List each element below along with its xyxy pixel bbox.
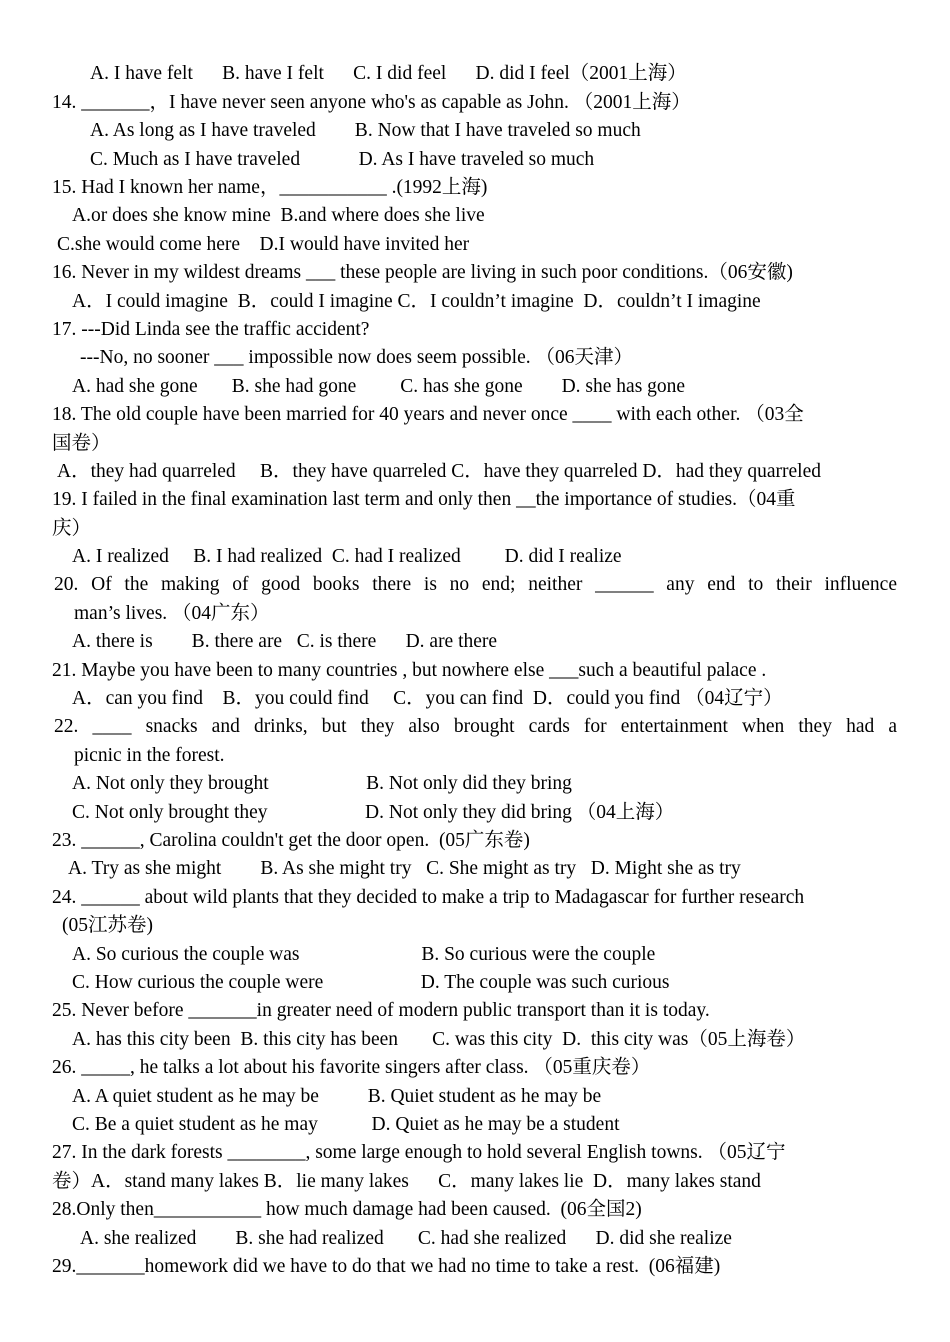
q18-stem: 18. The old couple have been married for 40 years and never once ____ with each other. （03全 xyxy=(52,404,804,425)
q20-stem: 20. Of the making of good books there is no end; neither ______ any end to their influence xyxy=(54,574,897,595)
q24-stem: 24. ______ about wild plants that they decided to make a trip to Madagascar for further research xyxy=(52,887,805,908)
q27-options: 卷）A．stand many lakes B．lie many lakes C．many lakes lie D．many lakes stand xyxy=(52,1171,761,1192)
q16-options: A．I could imagine B．could I imagine C．I couldn’t imagine D．couldn’t I imagine xyxy=(72,291,761,312)
q24-options-cd: C. How curious the couple were D. The couple was such curious xyxy=(72,972,670,993)
q20-stem-cont: man’s lives. （04广东） xyxy=(74,603,270,624)
q15-options-ab: A.or does she know mine B.and where does she live xyxy=(72,205,485,226)
q19-stem-cont: 庆） xyxy=(52,518,92,539)
q26-options-cd: C. Be a quiet student as he may D. Quiet as he may be a student xyxy=(72,1114,620,1135)
q19-stem: 19. I failed in the final examination last term and only then __the importance of studies.（04重 xyxy=(52,489,796,510)
q28-options: A. she realized B. she had realized C. had she realized D. did she realize xyxy=(80,1228,732,1249)
q25-stem: 25. Never before _______in greater need of modern public transport than it is today. xyxy=(52,1000,710,1021)
q26-options-ab: A. A quiet student as he may be B. Quiet student as he may be xyxy=(72,1086,602,1107)
q18-options: A．they had quarreled B．they have quarreled C．have they quarreled D．had they quarreled xyxy=(57,461,822,482)
q22-stem-cont: picnic in the forest. xyxy=(74,745,225,766)
q27-stem: 27. In the dark forests ________, some large enough to hold several English towns. （05辽宁 xyxy=(52,1142,786,1163)
q15-stem: 15. Had I known her name，___________ .(1992上海) xyxy=(52,177,488,198)
q13-options: A. I have felt B. have I felt C. I did feel D. did I feel（2001上海） xyxy=(90,63,687,84)
q17-options: A. had she gone B. she had gone C. has she gone D. she has gone xyxy=(72,376,686,397)
q14-stem: 14. _______，I have never seen anyone who's as capable as John. （2001上海） xyxy=(52,92,691,113)
q28-stem: 28.Only then___________ how much damage had been caused. (06全国2) xyxy=(52,1199,642,1220)
q15-options-cd: C.she would come here D.I would have invited her xyxy=(57,234,470,255)
q21-options: A．can you find B．you could find C．you can find D．could you find （04辽宁） xyxy=(72,688,783,709)
q23-stem: 23. ______, Carolina couldn't get the door open. (05广东卷) xyxy=(52,830,530,851)
q14-options-cd: C. Much as I have traveled D. As I have traveled so much xyxy=(90,149,595,170)
q17-stem-cont: ---No, no sooner ___ impossible now does seem possible. （06天津） xyxy=(80,347,633,368)
q16-stem: 16. Never in my wildest dreams ___ these people are living in such poor conditions.（06安徽) xyxy=(52,262,793,283)
q22-stem: 22. ____ snacks and drinks, but they also brought cards for entertainment when they had a xyxy=(54,716,897,737)
q20-options: A. there is B. there are C. is there D. are there xyxy=(72,631,498,652)
q25-options: A. has this city been B. this city has been C. was this city D. this city was（05上海卷） xyxy=(72,1029,806,1050)
q14-options-ab: A. As long as I have traveled B. Now that I have traveled so much xyxy=(90,120,641,141)
q17-stem: 17. ---Did Linda see the traffic accident? xyxy=(52,319,370,340)
q19-options: A. I realized B. I had realized C. had I realized D. did I realize xyxy=(72,546,622,567)
q22-options-cd: C. Not only brought they D. Not only they did bring （04上海） xyxy=(72,802,675,823)
q24-options-ab: A. So curious the couple was B. So curious were the couple xyxy=(72,944,656,965)
q24-stem-cont: (05江苏卷) xyxy=(62,915,153,936)
q18-stem-cont: 国卷） xyxy=(52,433,111,454)
q23-options: A. Try as she might B. As she might try C. She might as try D. Might she as try xyxy=(68,858,741,879)
q22-options-ab: A. Not only they brought B. Not only did they bring xyxy=(72,773,572,794)
q29-stem: 29._______homework did we have to do that we had no time to take a rest. (06福建) xyxy=(52,1256,721,1277)
q21-stem: 21. Maybe you have been to many countries , but nowhere else ___such a beautiful palace . xyxy=(52,660,767,681)
q26-stem: 26. _____, he talks a lot about his favorite singers after class. （05重庆卷） xyxy=(52,1057,651,1078)
